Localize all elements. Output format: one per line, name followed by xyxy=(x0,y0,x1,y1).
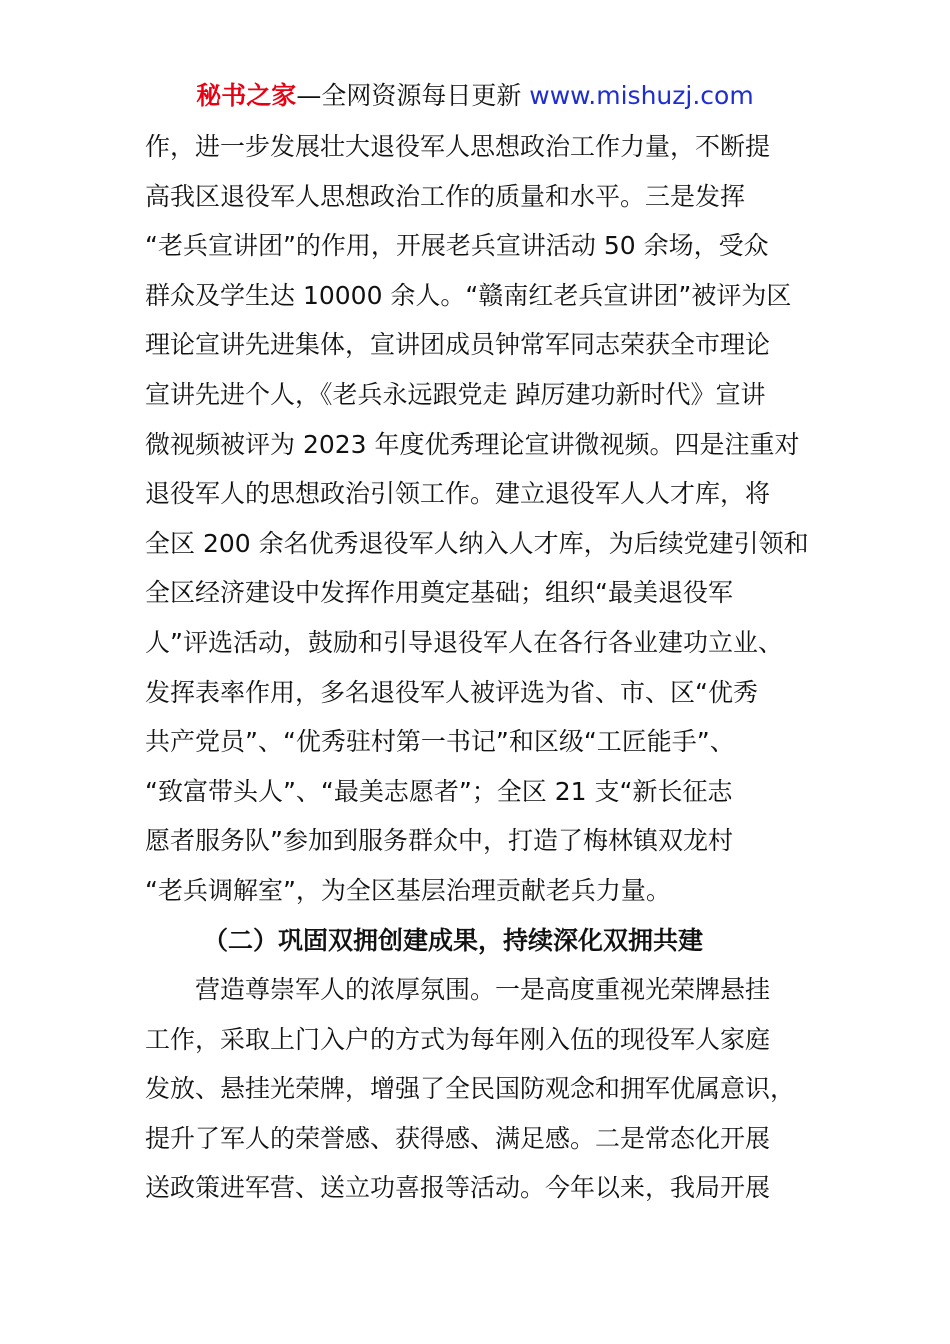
site-header xyxy=(0,80,950,112)
text-line: 高我区退役军人思想政治工作的质量和水平。三是发挥 xyxy=(145,181,746,211)
text-line: “致富带头人”、“最美志愿者”；全区 21 支“新长征志 xyxy=(145,776,733,806)
text-line: 全区 200 余名优秀退役军人纳入人才库，为后续党建引领和 xyxy=(145,528,809,558)
text-line: 人”评选活动，鼓励和引导退役军人在各行各业建功立业、 xyxy=(145,627,783,657)
text-line: “老兵宣讲团”的作用，开展老兵宣讲活动 50 余场，受众 xyxy=(145,231,769,261)
text-line: 愿者服务队”参加到服务群众中，打造了梅林镇双龙村 xyxy=(145,826,733,856)
text-line: “老兵调解室”，为全区基层治理贡献老兵力量。 xyxy=(145,875,671,905)
text-line: 微视频被评为 2023 年度优秀理论宣讲微视频。四是注重对 xyxy=(145,429,800,459)
text-line: 工作，采取上门入户的方式为每年刚入伍的现役军人家庭 xyxy=(145,1024,771,1054)
text-line: 发放、悬挂光荣牌，增强了全民国防观念和拥军优属意识， xyxy=(145,1074,796,1104)
text-line: 理论宣讲先进集体，宣讲团成员钟常军同志荣获全市理论 xyxy=(145,330,771,360)
section-heading: （二）巩固双拥创建成果，持续深化双拥共建 xyxy=(203,925,704,955)
text-line: 提升了军人的荣誉感、获得感、满足感。二是常态化开展 xyxy=(145,1123,771,1153)
text-line: 作，进一步发展壮大退役军人思想政治工作力量，不断提 xyxy=(145,132,771,161)
site-tagline: —全网资源每日更新 xyxy=(296,81,530,110)
text-line: 送政策进军营、送立功喜报等活动。今年以来，我局开展 xyxy=(145,1173,771,1203)
text-line: 共产党员”、“优秀驻村第一书记”和区级“工匠能手”、 xyxy=(145,727,735,757)
text-line: 退役军人的思想政治引领工作。建立退役军人人才库，将 xyxy=(145,479,771,509)
text-line: 宣讲先进个人，《老兵永远跟党走 踔厉建功新时代》宣讲 xyxy=(145,379,766,409)
paragraph-first-line: 营造尊崇军人的浓厚氛围。一是高度重视光荣牌悬挂 xyxy=(195,975,771,1005)
site-brand: 秘书之家 xyxy=(196,81,297,110)
text-line: 群众及学生达 10000 余人。“赣南红老兵宣讲团”被评为区 xyxy=(145,280,792,310)
site-url[interactable]: www.mishuzj.com xyxy=(529,81,754,110)
text-line: 全区经济建设中发挥作用奠定基础；组织“最美退役军 xyxy=(145,578,733,608)
document-body xyxy=(145,122,825,1213)
text-line: 发挥表率作用，多名退役军人被评选为省、市、区“优秀 xyxy=(145,677,758,707)
